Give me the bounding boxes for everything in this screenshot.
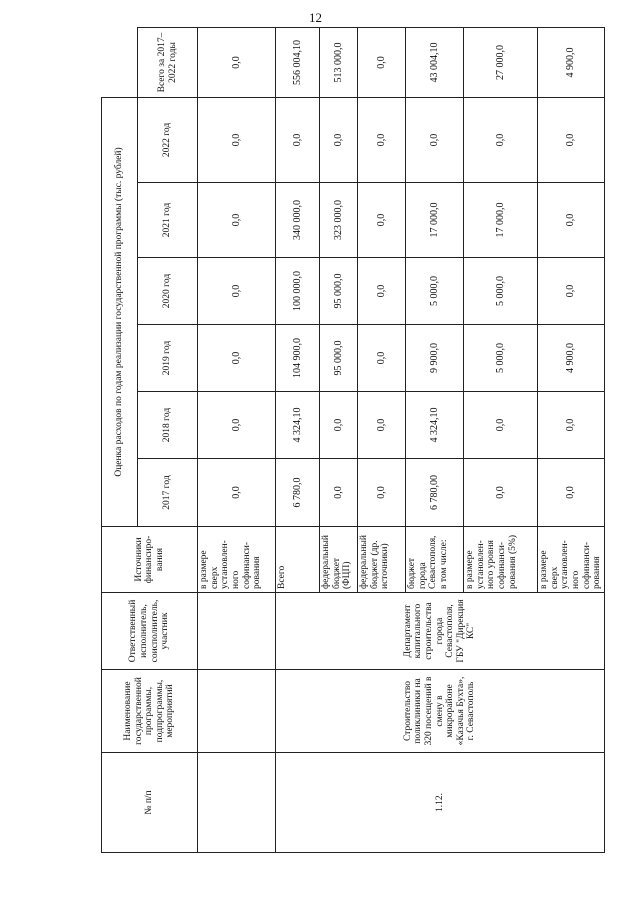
cell-value: 5 000,0 [464, 325, 538, 392]
header-name: Наименование государственной программы, подпрограммы, мероприятий [102, 670, 198, 753]
cell-value: 340 000,0 [276, 183, 320, 258]
cell-value: 0,0 [358, 325, 406, 392]
cell-source: федеральный бюджет (ФЦП) [320, 527, 358, 593]
cell-value: 323 000,0 [320, 183, 358, 258]
cell-value: 0,0 [406, 97, 464, 182]
cell-name [198, 670, 276, 753]
table-row [276, 28, 320, 853]
cell-source: Всего [276, 527, 320, 593]
cell-value: 0,0 [320, 97, 358, 182]
cell-value: 17 000,0 [406, 183, 464, 258]
cell-value: 0,0 [538, 97, 605, 182]
header-year-2019: 2019 год [138, 325, 198, 392]
header-executor: Ответственный исполнитель, соисполнитель, участник [102, 593, 198, 670]
cell-value: 0,0 [464, 392, 538, 459]
financing-table [101, 27, 605, 853]
cell-value: 0,0 [198, 183, 276, 258]
cell-value: 17 000,0 [464, 183, 538, 258]
cell-value: 27 000,0 [464, 28, 538, 98]
header-num: № п/п [102, 753, 198, 853]
cell-value: 0,0 [320, 392, 358, 459]
cell-value: 4 900,0 [538, 28, 605, 98]
cell-value: 513 000,0 [320, 28, 358, 98]
cell-value: 95 000,0 [320, 258, 358, 325]
cell-value: 104 900,0 [276, 325, 320, 392]
header-year-2018: 2018 год [138, 392, 198, 459]
cell-value: 0,0 [276, 97, 320, 182]
cell-value: 0,0 [198, 325, 276, 392]
cell-value: 6 780,0 [276, 459, 320, 527]
item-num: 1.12. [276, 753, 605, 853]
cell-value: 6 780,00 [406, 459, 464, 527]
header-estimate: Оценка расходов по годам реализации государственной программы (тыс. рублей) [102, 97, 138, 526]
cell-value: 0,0 [358, 392, 406, 459]
cell-value: 0,0 [538, 459, 605, 527]
cell-value: 0,0 [198, 28, 276, 98]
cell-value: 0,0 [198, 97, 276, 182]
page-number: 12 [309, 10, 322, 25]
cell-source: в размере сверх установлен-ного софинанси-рования [198, 527, 276, 593]
cell-value: 0,0 [538, 392, 605, 459]
cell-source: бюджет города Севастополя, в том числе: [406, 527, 464, 593]
cell-value: 9 900,0 [406, 325, 464, 392]
cell-value: 5 000,0 [464, 258, 538, 325]
cell-value: 4 324,10 [406, 392, 464, 459]
cell-num [198, 753, 276, 853]
cell-value: 0,0 [358, 459, 406, 527]
cell-value: 0,0 [358, 183, 406, 258]
cell-value: 0,0 [358, 28, 406, 98]
header-year-2021: 2021 год [138, 183, 198, 258]
cell-value: 0,0 [464, 97, 538, 182]
table-row [198, 28, 276, 853]
cell-value: 0,0 [198, 392, 276, 459]
table-frame [101, 27, 603, 853]
cell-source: в размере установлен-ного уровня софинанси-рования (5%) [464, 527, 538, 593]
cell-value: 556 004,10 [276, 28, 320, 98]
cell-value: 100 000,0 [276, 258, 320, 325]
cell-value: 0,0 [358, 258, 406, 325]
header-source: Источники финансиро-вания [102, 527, 198, 593]
header-year-2022: 2022 год [138, 97, 198, 182]
cell-executor [198, 593, 276, 670]
cell-value: 43 004,10 [406, 28, 464, 98]
cell-source: федеральный бюджет (др. источники) [358, 527, 406, 593]
cell-value: 0,0 [358, 97, 406, 182]
cell-value: 0,0 [198, 459, 276, 527]
header-total: Всего за 2017–2022 годы [138, 28, 198, 98]
rotated-table-wrapper [101, 27, 603, 853]
cell-source: в размере сверх установлен-ного софинанси-рования [538, 527, 605, 593]
item-name: Строительство поликлиники на 320 посещений в смену в микрорайоне «Казачья Бухта», г. Севастополь [276, 670, 605, 753]
cell-value: 4 324,10 [276, 392, 320, 459]
header-year-2020: 2020 год [138, 258, 198, 325]
cell-value: 0,0 [320, 459, 358, 527]
item-executor: Департамент капитального строительства города Севастополя, ГБУ "Дирекция КС" [276, 593, 605, 670]
cell-value: 0,0 [464, 459, 538, 527]
cell-value: 0,0 [538, 258, 605, 325]
cell-value: 5 000,0 [406, 258, 464, 325]
header-year-2017: 2017 год [138, 459, 198, 527]
cell-value: 95 000,0 [320, 325, 358, 392]
cell-value: 0,0 [198, 258, 276, 325]
cell-value: 4 900,0 [538, 325, 605, 392]
cell-value: 0,0 [538, 183, 605, 258]
